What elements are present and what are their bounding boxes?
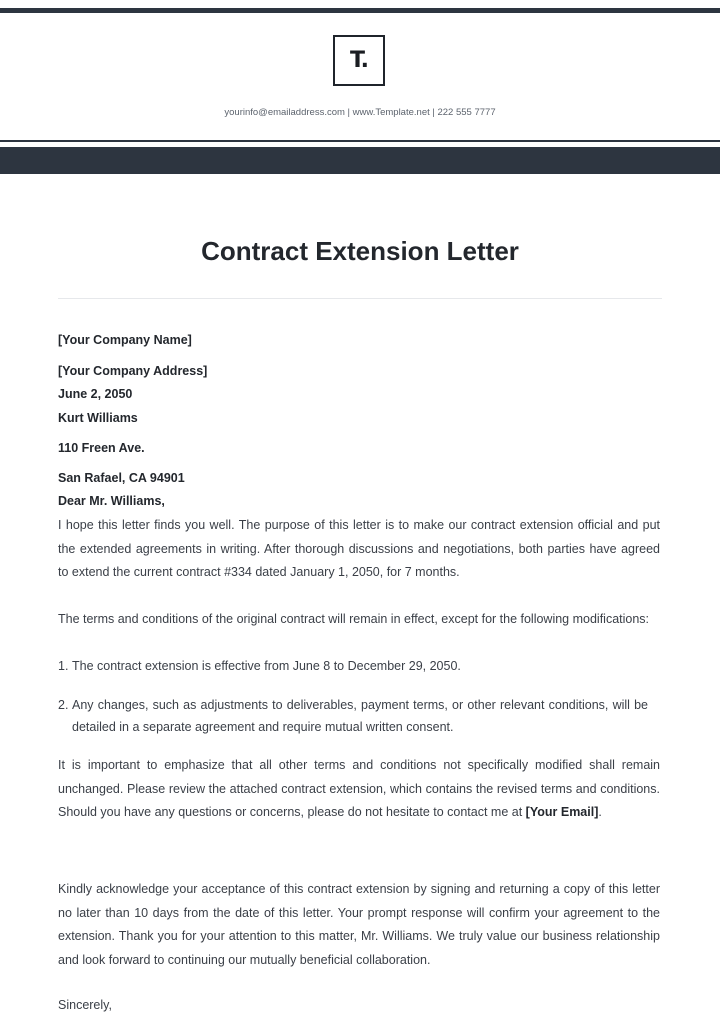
company-address: [Your Company Address] bbox=[58, 364, 208, 378]
recipient-name: Kurt Williams bbox=[58, 411, 138, 425]
list-number: 1. bbox=[58, 659, 69, 673]
list-item bbox=[58, 655, 660, 677]
paragraph-unchanged-end: . bbox=[598, 805, 602, 819]
closing: Sincerely, bbox=[58, 998, 112, 1012]
salutation: Dear Mr. Williams, bbox=[58, 494, 165, 508]
letter-date: June 2, 2050 bbox=[58, 387, 133, 401]
paragraph-terms: The terms and conditions of the original contract will remain in effect, except for the following modifications: bbox=[58, 612, 650, 626]
recipient-street: 110 Freen Ave. bbox=[58, 441, 145, 455]
paragraph-acknowledge: Kindly acknowledge your acceptance of this contract extension by signing and returning a copy of this letter no later than 10 days from the date of this letter. Your prompt response will confirm your agreement to the extension. Thank you for your attention to this matter, Mr. Williams. We truly value our business relationship and look forward to continuing our mutually beneficial collaboration. bbox=[58, 882, 660, 967]
list-number: 2. bbox=[58, 698, 69, 712]
document-title: Contract Extension Letter bbox=[201, 236, 519, 266]
recipient-city: San Rafael, CA 94901 bbox=[58, 471, 185, 485]
logo bbox=[333, 35, 385, 86]
list-item bbox=[58, 694, 660, 738]
list-text: The contract extension is effective from June 8 to December 29, 2050. bbox=[72, 659, 461, 673]
paragraph-unchanged-text: It is important to emphasize that all other terms and conditions not specifically modified shall remain unchanged. Please review the attached contract extension, which contains the revised terms and conditions. Should you have any questions or concerns, please do not hesitate to contact me at bbox=[58, 758, 660, 819]
title-divider bbox=[58, 298, 662, 299]
header-band bbox=[0, 147, 720, 174]
contact-line: yourinfo@emailaddress.com | www.Template.net | 222 555 7777 bbox=[224, 107, 496, 118]
paragraph-unchanged bbox=[58, 754, 660, 825]
list-text: Any changes, such as adjustments to deliverables, payment terms, or other relevant conditions, will be detailed in a separate agreement and require mutual written consent. bbox=[72, 698, 648, 734]
header-divider bbox=[0, 140, 720, 142]
header-top-rule bbox=[0, 8, 720, 13]
email-placeholder: [Your Email] bbox=[525, 805, 599, 819]
logo-text: T. bbox=[349, 48, 369, 73]
paragraph-intro: I hope this letter finds you well. The purpose of this letter is to make our contract extension official and put the extended agreements in writing. After thorough discussions and negotiations, both parties have agreed to extend the current contract #334 dated January 1, 2050, for 7 months. bbox=[58, 518, 660, 579]
company-name: [Your Company Name] bbox=[58, 333, 192, 347]
